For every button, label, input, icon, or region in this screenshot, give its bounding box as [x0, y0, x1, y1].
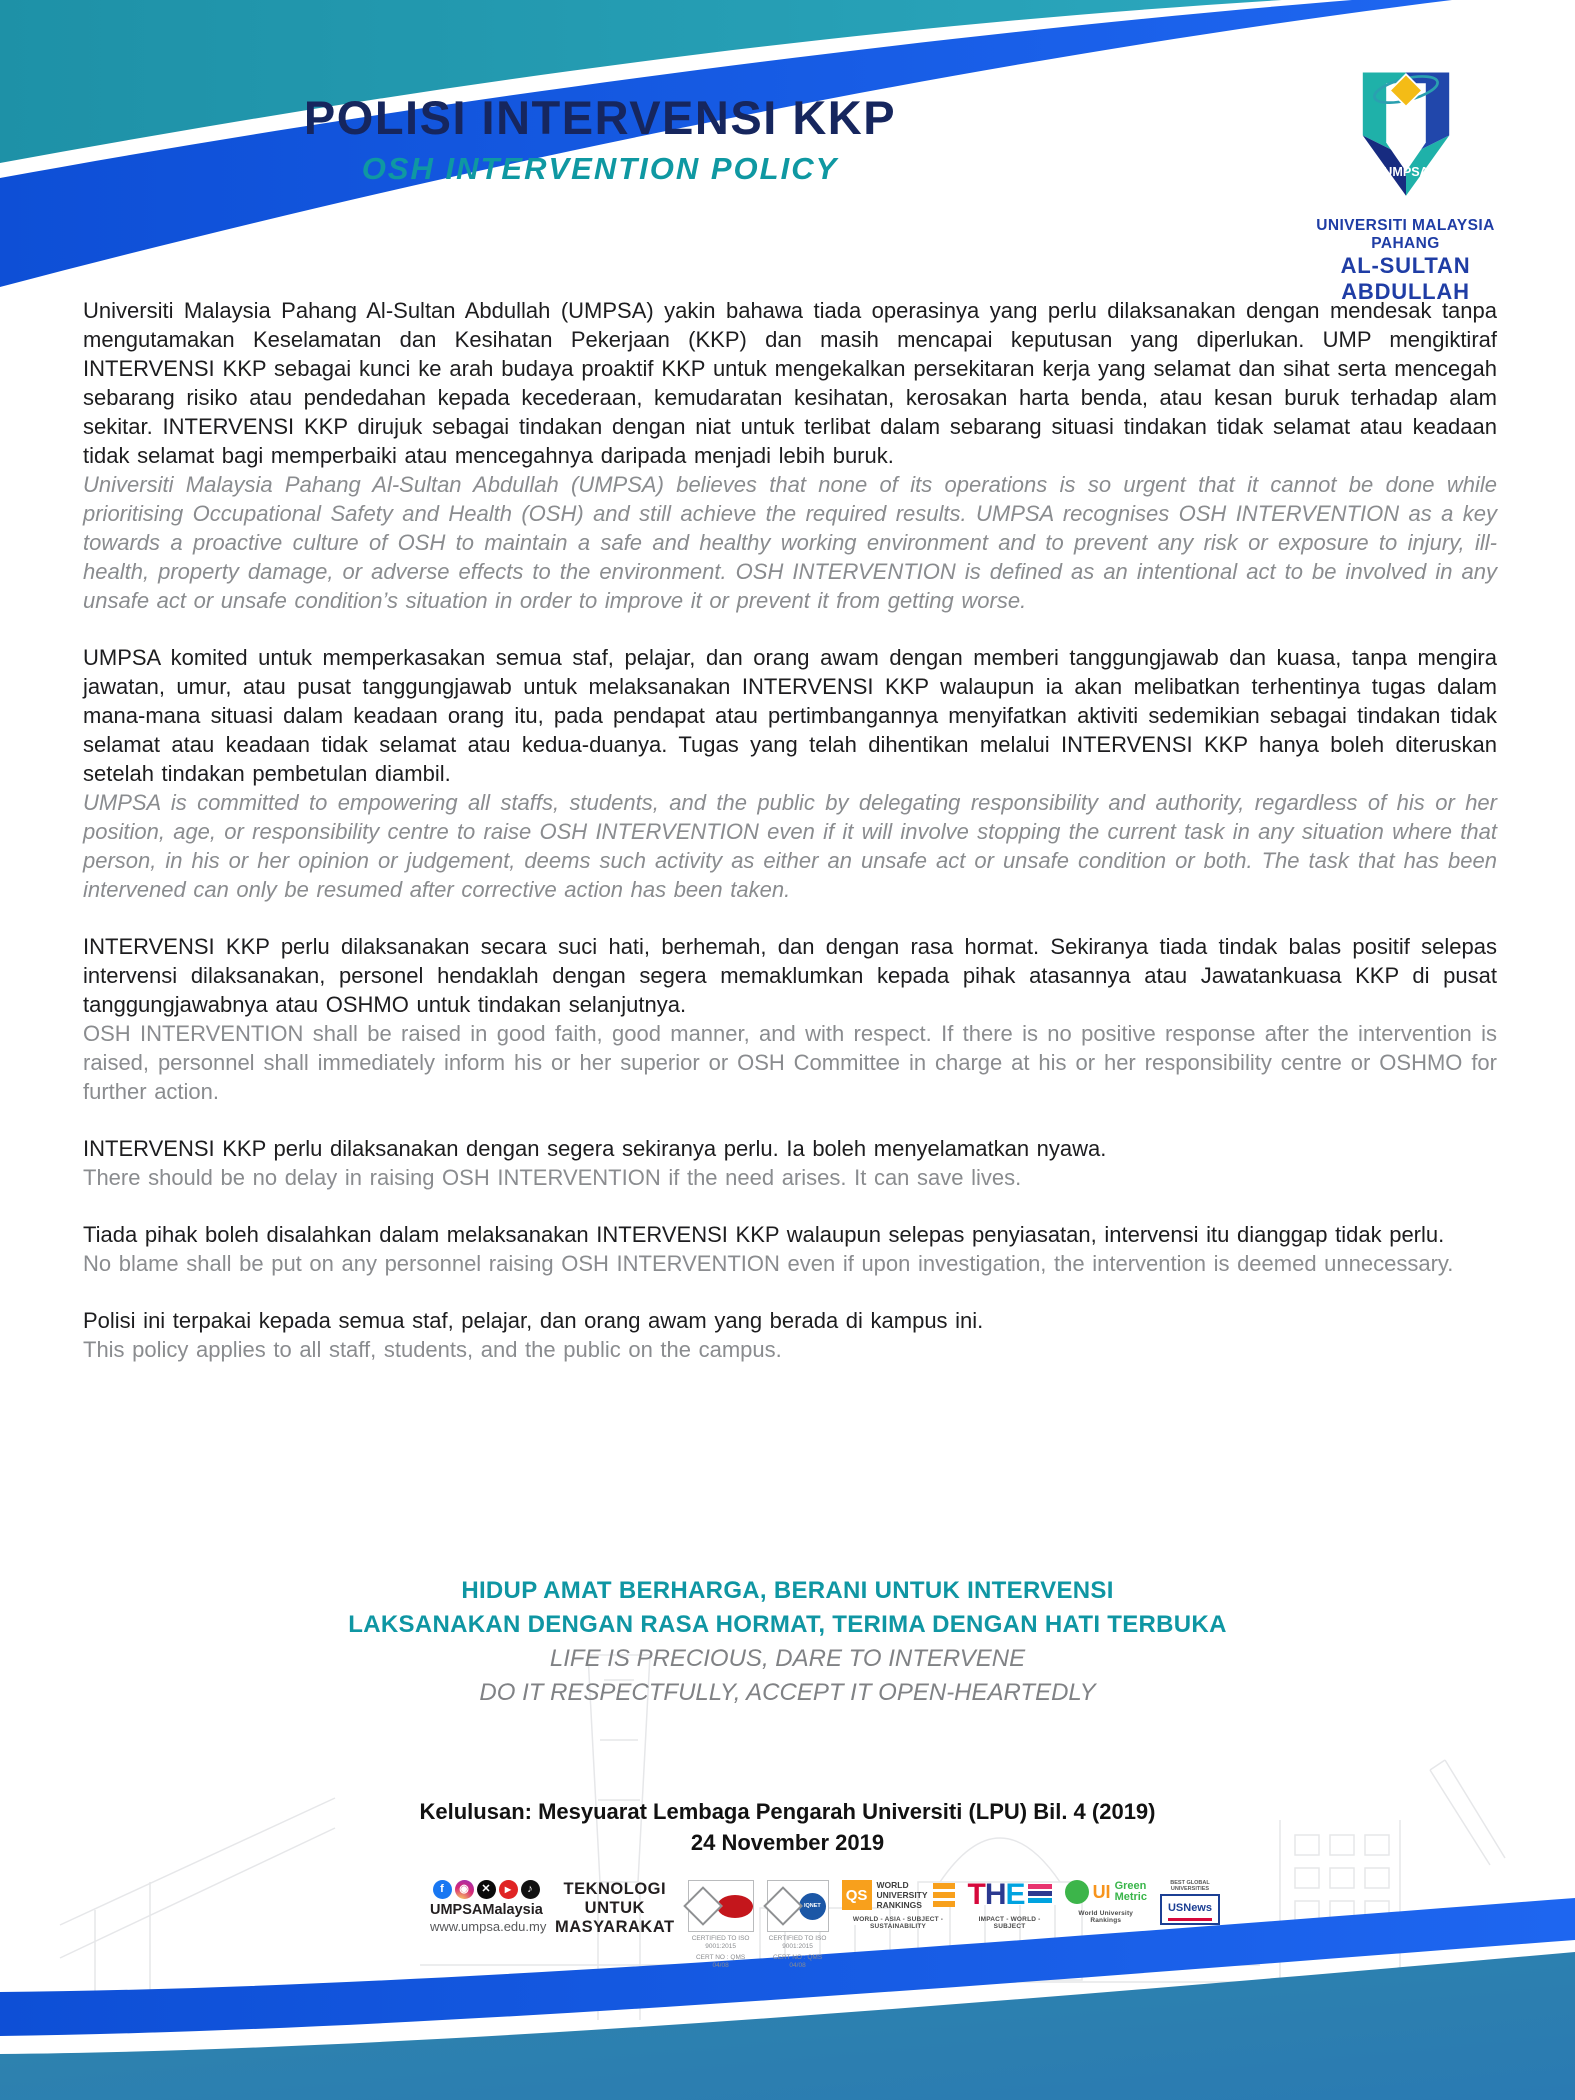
bottom-wave-art: [0, 1840, 1575, 2100]
youtube-icon: ▶: [499, 1880, 518, 1899]
motto-malay-line1: HIDUP AMAT BERHARGA, BERANI UNTUK INTERVENSI: [461, 1577, 1114, 1604]
qs-icon: QS: [842, 1880, 872, 1910]
instagram-icon: ◉: [455, 1880, 474, 1899]
cert2-caption-line2: CERT NO : QMS 04/08: [772, 1954, 823, 1969]
tagline-line1: TEKNOLOGI: [563, 1880, 667, 1898]
paragraph-6-malay: Polisi ini terpakai kepada semua staf, pelajar, dan orang awam yang berada di kampus ini.: [83, 1308, 984, 1333]
greenmetric-word1: Green: [1114, 1880, 1147, 1892]
facebook-icon: f: [433, 1880, 452, 1899]
policy-body: [83, 296, 1497, 1392]
usnews-caption: BEST GLOBAL UNIVERSITIES: [1170, 1880, 1210, 1892]
paragraph-3-english: OSH INTERVENTION shall be raised in good faith, good manner, and with respect. If there is no positive response after the intervention is raised, personnel shall immediately inform his or her superior or OSH Committee in charge at his or her responsibility centre or OSHMO for further action.: [83, 1021, 1497, 1104]
page-subtitle: OSH INTERVENTION POLICY: [361, 151, 839, 186]
greenmetric-ui-letters: UI: [1092, 1882, 1111, 1902]
greenmetric-logo-row: [1065, 1880, 1147, 1904]
motto-english-line1: LIFE IS PRECIOUS, DARE TO INTERVENE: [549, 1645, 1026, 1672]
paragraph-2-english: UMPSA is committed to empowering all staffs, students, and the public by delegating responsibility and authority, regardless of his or her position, age, or responsibility centre to raise OSH INTERVENTION even if it will involve stopping the current task in any situation where that person, in his or her opinion or judgement, deems such activity as either an unsafe act or unsafe condition or both. The task that has been intervened can only be resumed after corrective action has been taken.: [83, 790, 1497, 902]
greenmetric-word2: Metric: [1114, 1891, 1147, 1903]
paragraph-1-english: Universiti Malaysia Pahang Al-Sultan Abdullah (UMPSA) believes that none of its operations is so urgent that it cannot be done while prioritising Occupational Safety and Health (OSH) and still achieve the required results. UMPSA recognises OSH INTERVENTION as a key towards a proactive culture of OSH to maintain a safe and healthy working environment and to prevent any risk or exposure to injury, ill-health, property damage, or adverse effects to the environment. OSH INTERVENTION is defined as an intentional act to be involved in any unsafe act or unsafe condition’s situation in order to improve it or prevent it from getting worse.: [83, 472, 1497, 613]
qs-word1: WORLD: [876, 1880, 909, 1890]
footer-logo-strip: [430, 1880, 1220, 1970]
qs-rankings-badge: [842, 1880, 955, 1930]
qs-word3: RANKINGS: [876, 1900, 922, 1910]
paragraph-2-malay: UMPSA komited untuk memperkasakan semua staf, pelajar, dan orang awam dengan memberi tanggungjawab dan kuasa, tanpa mengira jawatan, umur, atau pusat tanggungjawab untuk melaksanakan INTERVENSI KKP walaupun ia akan melibatkan terhentinya tugas dalam mana-mana situasi dalam keadaan orang itu, pada pendapat atau pertimbangannya menyifatkan aktiviti sedemikian sebagai tindakan tidak selamat atau keadaan tidak selamat atau kedua-duanya. Tugas yang telah dihentikan melalui INTERVENSI KKP hanya boleh diteruskan setelah tindakan pembetulan diambil.: [83, 645, 1497, 786]
svg-text:UMPSA: UMPSA: [1382, 164, 1429, 179]
qs-caption: WORLD - ASIA - SUBJECT - SUSTAINABILITY: [852, 1916, 944, 1930]
qs-wordmark: [877, 1880, 928, 1910]
motto-english-line2: DO IT RESPECTFULLY, ACCEPT IT OPEN-HEARTEDLY: [479, 1679, 1096, 1706]
sirim-iqnet-logos: [767, 1880, 829, 1932]
university-name-line2: AL-SULTAN ABDULLAH: [1340, 253, 1471, 304]
greenmetric-tree-icon: [1065, 1880, 1089, 1904]
the-wordmark: THE: [967, 1878, 1025, 1911]
usnews-logo-box: [1160, 1894, 1220, 1925]
tiktok-icon: ♪: [521, 1880, 540, 1899]
sirim-diamond-icon: [763, 1886, 803, 1926]
cert1-caption-line2: CERT NO : QMS 04/08: [695, 1954, 746, 1969]
cert1-caption-line1: CERTIFIED TO ISO 9001:2015: [691, 1935, 750, 1950]
umpsa-logo: [1283, 55, 1528, 305]
website-url: www.umpsa.edu.my: [430, 1919, 547, 1934]
iqnet-circle-icon: IQNET: [799, 1893, 826, 1920]
paragraph-5-malay: Tiada pihak boleh disalahkan dalam melaksanakan INTERVENSI KKP walaupun selepas penyiasatan, intervensi itu dianggap tidak perlu.: [83, 1222, 1445, 1247]
umpsa-shield-icon: [1316, 55, 1496, 215]
iso-cert-badge-1: [688, 1880, 754, 1970]
usnews-wordmark: USNews: [1167, 1902, 1212, 1914]
social-icons-row: [430, 1880, 542, 1899]
sirim-diamond-icon: [683, 1886, 723, 1926]
usnews-badge: [1160, 1880, 1220, 1925]
qs-logo-row: [842, 1880, 955, 1910]
greenmetric-wordmark: [1115, 1881, 1147, 1903]
the-caption: IMPACT - WORLD - SUBJECT: [978, 1916, 1041, 1930]
paragraph-6-english: This policy applies to all staff, students, and the public on the campus.: [83, 1337, 782, 1362]
paragraph-1-malay: Universiti Malaysia Pahang Al-Sultan Abdullah (UMPSA) yakin bahawa tiada operasinya yang perlu dilaksanakan dengan mendesak tanpa mengutamakan Keselamatan dan Kesihatan Pekerjaan (KKP) dan masih mencapai keputusan yang diperlukan. UMP mengiktiraf INTERVENSI KKP sebagai kunci ke arah budaya proaktif KKP untuk mengekalkan persekitaran kerja yang selamat dan sihat serta mencegah sebarang risiko atau pendedahan kepada kecederaan, kemudaratan kesihatan, kerosakan harta benda, atau kesan buruk terhadap alam sekitar. INTERVENSI KKP dirujuk sebagai tindakan dengan niat untuk terlibat dalam sebarang situasi tindakan tidak selamat atau keadaan tidak selamat bagi memperbaiki atau mencegahnya daripada menjadi lebih buruk.: [83, 298, 1497, 468]
motto-malay-line2: LAKSANAKAN DENGAN RASA HORMAT, TERIMA DENGAN HATI TERBUKA: [348, 1611, 1227, 1638]
paragraph-4-english: There should be no delay in raising OSH INTERVENTION if the need arises. It can save lives.: [83, 1165, 1022, 1190]
the-rankings-badge: [968, 1880, 1052, 1930]
university-name-line1: UNIVERSITI MALAYSIA PAHANG: [1316, 217, 1495, 252]
tagline-line2: UNTUK: [584, 1899, 645, 1917]
university-tagline: [555, 1880, 675, 1937]
usnews-red-bar-icon: [1168, 1918, 1212, 1921]
policy-motto: [0, 1574, 1575, 1710]
tagline-line3: MASYARAKAT: [555, 1918, 675, 1936]
approval-line2: 24 November 2019: [690, 1830, 885, 1855]
the-color-block-icon: [1028, 1884, 1052, 1903]
social-media-block: [430, 1880, 547, 1934]
paragraph-4-malay: INTERVENSI KKP perlu dilaksanakan dengan segera sekiranya perlu. Ia boleh menyelamatkan nyawa.: [83, 1136, 1107, 1161]
ui-greenmetric-badge: [1065, 1880, 1147, 1924]
approval-statement: [0, 1796, 1575, 1858]
cert2-caption-line1: CERTIFIED TO ISO 9001:2015: [768, 1935, 827, 1950]
paragraph-3-malay: INTERVENSI KKP perlu dilaksanakan secara suci hati, berhemah, dan dengan rasa hormat. Sekiranya tiada tindak balas positif selepas intervensi dilaksanakan, personel hendaklah dengan segera memaklumkan kepada pihak atasannya atau Jawatankuasa KKP di pusat tanggungjawabnya atau OSHMO untuk tindakan selanjutnya.: [83, 934, 1497, 1017]
social-handle: UMPSAMalaysia: [430, 1902, 543, 1918]
qs-word2: UNIVERSITY: [876, 1890, 928, 1900]
x-icon: ✕: [477, 1880, 496, 1899]
page-title: POLISI INTERVENSI KKP: [303, 91, 897, 144]
paragraph-5-english: No blame shall be put on any personnel raising OSH INTERVENTION even if upon investigation, the intervention is deemed unnecessary.: [83, 1251, 1454, 1276]
greenmetric-caption: World University Rankings: [1078, 1910, 1134, 1924]
document-header: [140, 90, 1060, 187]
the-logo-row: [968, 1880, 1052, 1910]
qs-bars-icon: [933, 1883, 955, 1907]
iso-cert-badge-2: [767, 1880, 829, 1970]
sirim-standards-logos: [688, 1880, 754, 1932]
approval-line1: Kelulusan: Mesyuarat Lembaga Pengarah Universiti (LPU) Bil. 4 (2019): [419, 1799, 1156, 1824]
